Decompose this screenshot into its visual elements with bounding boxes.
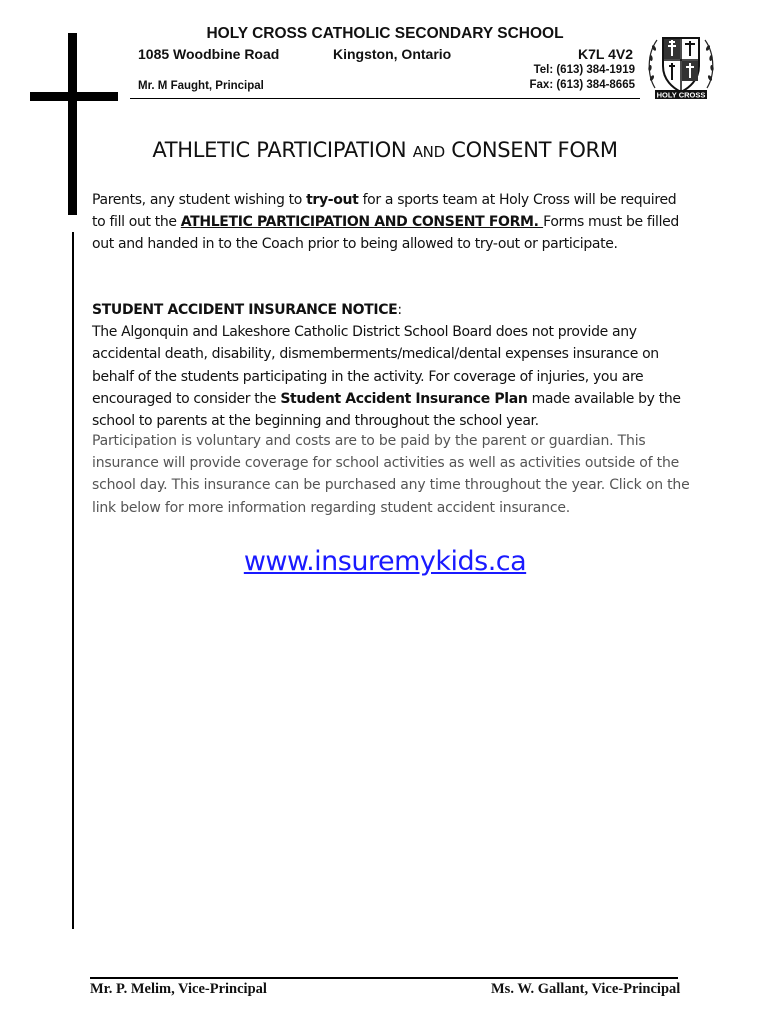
vice-principal-right: Ms. W. Gallant, Vice-Principal: [491, 981, 681, 997]
title-part1: ATHLETIC PARTICIPATION: [152, 138, 413, 162]
intro-paragraph: [92, 189, 692, 256]
school-phone: Tel: (613) 384-1919: [533, 64, 635, 76]
intro-text-3: Forms must be filled out and handed in to the Coach prior to being allowed to try-out or participate.: [92, 214, 679, 253]
school-city: Kingston, Ontario: [333, 46, 452, 62]
margin-line: [72, 232, 74, 929]
principal-name: Mr. M Faught, Principal: [138, 80, 264, 92]
intro-form-name: ATHLETIC PARTICIPATION AND CONSENT FORM.: [180, 214, 544, 231]
intro-text-2: for a sports team at Holy Cross will be required to fill out the: [92, 192, 677, 231]
insurance-notice: [92, 299, 692, 432]
cross-vertical-bar: [68, 33, 77, 215]
header-divider: [130, 98, 640, 99]
footer-divider: [90, 977, 678, 979]
title-part2: CONSENT FORM: [444, 138, 618, 162]
insurance-info-paragraph: Participation is voluntary and costs are to be paid by the parent or guardian. This insurance will provide coverage for school activities as well as activities outside of the school day. This insurance can be purchased any time throughout the year. Click on the link below for more information regarding student accident insurance.: [92, 433, 690, 516]
notice-text-1: The Algonquin and Lakeshore Catholic District School Board does not provide any accidental death, disability, dismemberments/medical/dental expenses insurance on behalf of the students participating in the activity. For coverage of injuries, you are encouraged to consider the: [92, 324, 659, 407]
school-name: HOLY CROSS CATHOLIC SECONDARY SCHOOL: [206, 25, 564, 42]
intro-text-1: Parents, any student wishing to: [92, 192, 307, 208]
notice-plan-name: Student Accident Insurance Plan: [280, 390, 528, 407]
notice-heading: STUDENT ACCIDENT INSURANCE NOTICE: [92, 302, 398, 318]
insurance-link[interactable]: www.insuremykids.ca: [243, 546, 527, 577]
vice-principal-left: Mr. P. Melim, Vice-Principal: [90, 981, 267, 997]
notice-colon: :: [397, 302, 402, 318]
crest-banner-text: HOLY CROSS: [656, 90, 706, 100]
school-address: 1085 Woodbine Road: [138, 46, 280, 62]
school-fax: Fax: (613) 384-8665: [529, 79, 635, 91]
form-title: [0, 138, 770, 162]
title-and: AND: [412, 143, 445, 161]
cross-horizontal-bar: [30, 92, 118, 101]
notice-text-2: made available by the school to parents at the beginning and throughout the school year.: [92, 390, 681, 430]
intro-tryout: try-out: [306, 192, 359, 208]
school-postal-code: K7L 4V2: [578, 46, 633, 62]
school-crest-icon: [645, 30, 717, 100]
